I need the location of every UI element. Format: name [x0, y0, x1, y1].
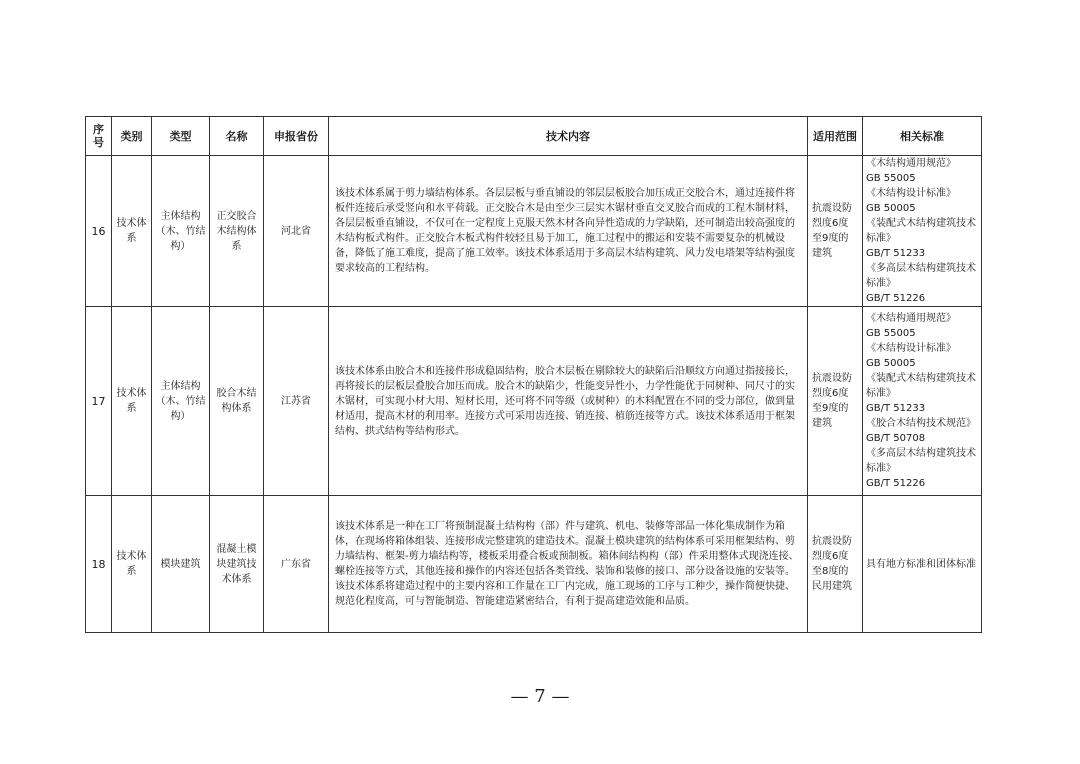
row-scope: 抗震设防烈度6度至8度的民用建筑: [808, 496, 863, 633]
row-type: 主体结构（木、竹结构）: [152, 156, 210, 307]
standard-item: GB 55005: [866, 173, 916, 184]
standard-item: 《木结构通用规范》: [866, 158, 956, 169]
standard-item: 《多高层木结构建筑技术标准》: [866, 263, 976, 289]
standard-item: 《装配式木结构建筑技术标准》: [866, 218, 976, 244]
row-seq: 16: [86, 156, 112, 307]
standard-item: 《木结构设计标准》: [866, 188, 956, 199]
row-scope: 抗震设防烈度6度至9度的建筑: [808, 307, 863, 496]
row-type: 模块建筑: [152, 496, 210, 633]
technology-table: [85, 116, 982, 633]
header-scope: 适用范围: [808, 117, 863, 156]
header-row: [86, 117, 982, 156]
row-standards: [863, 307, 982, 496]
header-seq: 序号: [86, 117, 112, 156]
standard-item: GB 50005: [866, 203, 916, 214]
standard-item: 《木结构通用规范》: [866, 313, 956, 324]
row-name: 胶合木结构体系: [210, 307, 264, 496]
header-tech: 技术内容: [329, 117, 808, 156]
row-type: 主体结构（木、竹结构）: [152, 307, 210, 496]
row-category: 技术体系: [112, 307, 152, 496]
standard-item: GB 55005: [866, 328, 916, 339]
row-province: 河北省: [264, 156, 329, 307]
table-row: [86, 307, 982, 496]
standard-item: 《木结构设计标准》: [866, 343, 956, 354]
standard-item: 《胶合木结构技术规范》GB/T 50708: [866, 418, 976, 444]
row-seq: 18: [86, 496, 112, 633]
standard-item: 《多高层木结构建筑技术标准》: [866, 448, 976, 474]
header-name: 名称: [210, 117, 264, 156]
header-category: 类别: [112, 117, 152, 156]
table-row: [86, 496, 982, 633]
row-standards: [863, 156, 982, 307]
standard-item: GB/T 51233: [866, 403, 926, 414]
table-row: [86, 156, 982, 307]
page-number: — 7 —: [510, 686, 570, 707]
header-type: 类型: [152, 117, 210, 156]
header-standards: 相关标准: [863, 117, 982, 156]
row-seq: 17: [86, 307, 112, 496]
standard-item: GB/T 51226: [866, 293, 926, 304]
row-tech: 该技术体系属于剪力墙结构体系。各层层板与垂直铺设的邻层层板胶合加压成正交胶合木，通过连接件将板件连接后承受竖向和水平荷载。正交胶合木是由至少三层实木锯材垂直交叉胶合而成的工程木制材料，各层层板垂直铺设，不仅可在一定程度上克服天然木材各向异性造成的力学缺陷，还可制造出较高强度的木结构板式构件。正交胶合木板式构件较轻且易于加工，施工过程中的搬运和安装不需要复杂的机械设备，降低了施工难度，提高了施工效率。该技术体系适用于多高层木结构建筑、风力发电塔架等结构强度要求较高的工程结构。: [329, 156, 808, 307]
row-scope: 抗震设防烈度6度至9度的建筑: [808, 156, 863, 307]
row-name: 正交胶合木结构体系: [210, 156, 264, 307]
row-standards: [863, 496, 982, 633]
row-category: 技术体系: [112, 156, 152, 307]
standard-item: GB/T 51226: [866, 478, 926, 489]
row-category: 技术体系: [112, 496, 152, 633]
row-name: 混凝土模块建筑技术体系: [210, 496, 264, 633]
header-province: 申报省份: [264, 117, 329, 156]
standard-item: 《装配式木结构建筑技术标准》: [866, 373, 976, 399]
row-tech: 该技术体系是一种在工厂将预制混凝土结构构（部）件与建筑、机电、装修等部品一体化集成制作为箱体，在现场将箱体组装、连接形成完整建筑的建造技术。混凝土模块建筑的结构体系可采用框架结构、剪力墙结构、框架-剪力墙结构等，楼板采用叠合板或预制板。箱体间结构构（部）件采用整体式现浇连接、螺栓连接等方式，其他连接和操作的内容还包括各类管线、装饰和装修的接口、部分设备设施的安装等。该技术体系将建造过程中的主要内容和工作量在工厂内完成，施工现场的工序与工种少，操作简便快捷、规范化程度高，可与智能制造、智能建造紧密结合，有利于提高建造效能和品质。: [329, 496, 808, 633]
row-tech: 该技术体系由胶合木和连接件形成稳固结构，胶合木层板在剔除较大的缺陷后沿顺纹方向通过指接接长，再将接长的层板层叠胶合加压而成。胶合木的缺陷少，性能变异性小，力学性能优于同树种、同尺寸的实木锯材，可实现小材大用、短材长用，还可将不同等级（或树种）的木料配置在不同的受力部位，做到量材适用，提高木材的利用率。连接方式可采用齿连接、销连接、植筋连接等方式。该技术体系适用于框架结构、拱式结构等结构形式。: [329, 307, 808, 496]
standard-item: GB 50005: [866, 358, 916, 369]
standard-item: 具有地方标准和团体标准: [866, 558, 976, 570]
row-province: 江苏省: [264, 307, 329, 496]
standard-item: GB/T 51233: [866, 248, 926, 259]
row-province: 广东省: [264, 496, 329, 633]
